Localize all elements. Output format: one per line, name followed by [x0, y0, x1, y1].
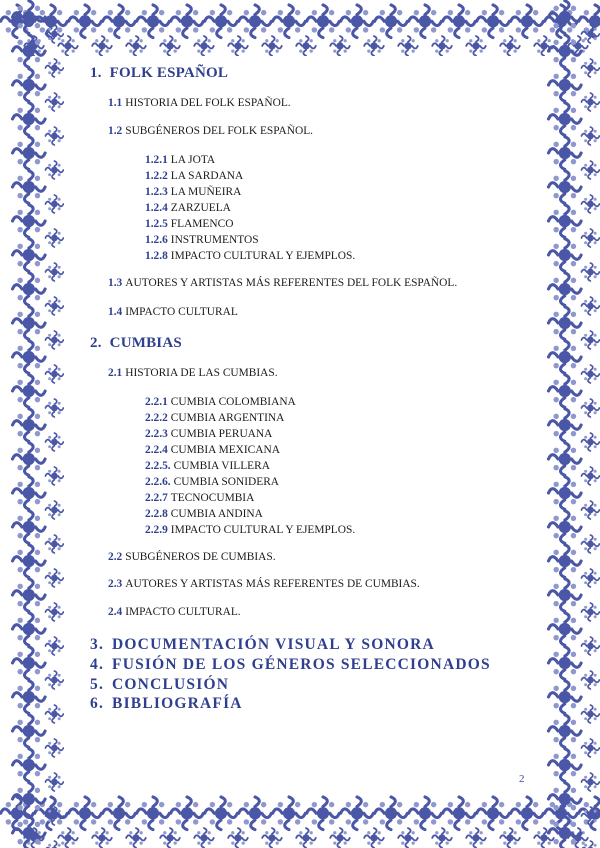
item-2-2-4[interactable]: 2.2.4 CUMBIA MEXICANA	[145, 444, 280, 456]
item-2-2-5[interactable]: 2.2.5. CUMBIA VILLERA	[145, 460, 270, 472]
item-1-2-8[interactable]: 1.2.8 IMPACTO CULTURAL Y EJEMPLOS.	[145, 250, 356, 262]
item-2-2-3[interactable]: 2.2.3 CUMBIA PERUANA	[145, 428, 273, 440]
subsection-2-3[interactable]: 2.3 AUTORES Y ARTISTAS MÁS REFERENTES DE CUMBIAS.	[108, 578, 420, 590]
page-number: 2	[519, 773, 525, 785]
item-1-2-5[interactable]: 1.2.5 FLAMENCO	[145, 218, 234, 230]
item-2-2-6[interactable]: 2.2.6. CUMBIA SONIDERA	[145, 476, 280, 488]
item-1-2-2[interactable]: 1.2.2 LA SARDANA	[145, 170, 244, 182]
section-heading-4[interactable]: 4. FUSIÓN DE LOS GÉNEROS SELECCIONADOS	[90, 656, 491, 673]
item-2-2-1[interactable]: 2.2.1 CUMBIA COLOMBIANA	[145, 396, 296, 408]
section-heading-6[interactable]: 6. BIBLIOGRAFÍA	[90, 695, 243, 712]
item-2-2-7[interactable]: 2.2.7 TECNOCUMBIA	[145, 492, 255, 504]
subsection-2-2[interactable]: 2.2 SUBGÉNEROS DE CUMBIAS.	[108, 551, 276, 563]
subsection-1-2[interactable]: 1.2 SUBGÉNEROS DEL FOLK ESPAÑOL.	[108, 125, 314, 137]
item-1-2-1[interactable]: 1.2.1 LA JOTA	[145, 154, 216, 166]
item-2-2-8[interactable]: 2.2.8 CUMBIA ANDINA	[145, 508, 263, 520]
subsection-1-3[interactable]: 1.3 AUTORES Y ARTISTAS MÁS REFERENTES DEL FOLK ESPAÑOL.	[108, 277, 458, 289]
item-2-2-9[interactable]: 2.2.9 IMPACTO CULTURAL Y EJEMPLOS.	[145, 524, 356, 536]
section-heading-5[interactable]: 5. CONCLUSIÓN	[90, 676, 230, 693]
subsection-1-4[interactable]: 1.4 IMPACTO CULTURAL	[108, 306, 238, 318]
item-1-2-4[interactable]: 1.2.4 ZARZUELA	[145, 202, 231, 214]
item-2-2-2[interactable]: 2.2.2 CUMBIA ARGENTINA	[145, 412, 285, 424]
subsection-1-1[interactable]: 1.1 HISTORIA DEL FOLK ESPAÑOL.	[108, 97, 291, 109]
subsection-2-4[interactable]: 2.4 IMPACTO CULTURAL.	[108, 606, 241, 618]
section-heading-3[interactable]: 3. DOCUMENTACIÓN VISUAL Y SONORA	[90, 636, 435, 653]
section-heading-2[interactable]: 2. CUMBIAS	[90, 335, 182, 351]
item-1-2-3[interactable]: 1.2.3 LA MUÑEIRA	[145, 186, 242, 198]
subsection-2-1[interactable]: 2.1 HISTORIA DE LAS CUMBIAS.	[108, 367, 278, 379]
section-heading-1[interactable]: 1. FOLK ESPAÑOL	[90, 65, 229, 81]
item-1-2-6[interactable]: 1.2.6 INSTRUMENTOS	[145, 234, 259, 246]
